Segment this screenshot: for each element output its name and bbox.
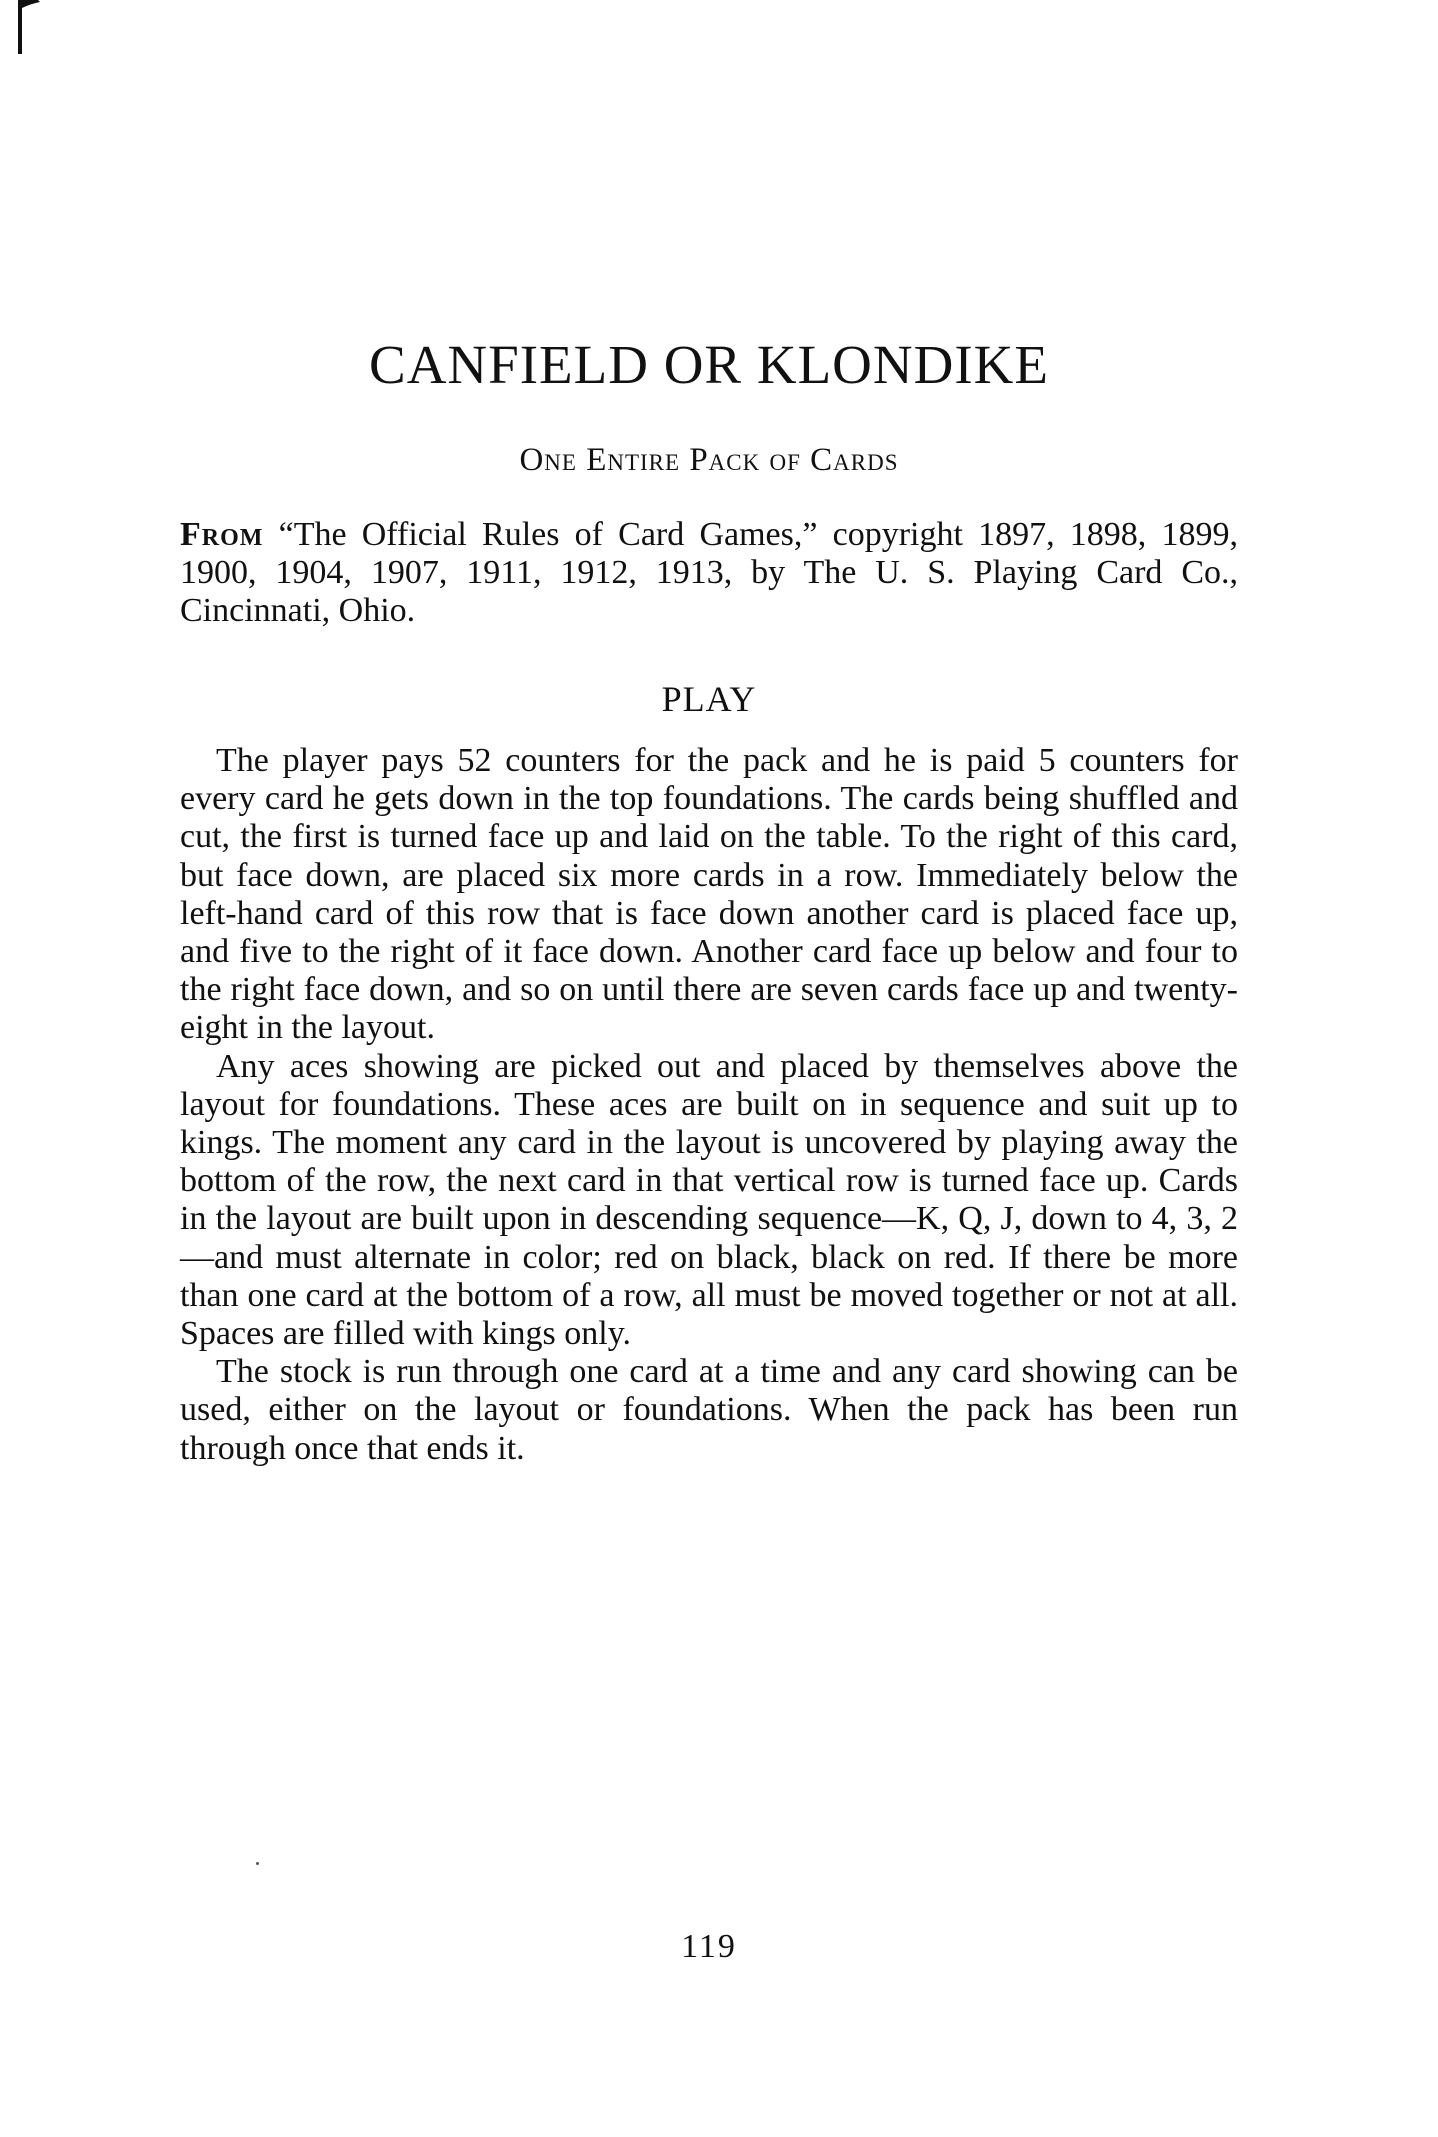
- source-attribution: [180, 516, 1238, 630]
- paragraph: The stock is run through one card at a time and any card showing can be used, either on the layout or foundations. When the pack has been run through once that ends it.: [180, 1353, 1238, 1467]
- page-number: 119: [681, 1928, 737, 1965]
- page-title: CANFIELD OR KLONDIKE: [369, 334, 1049, 395]
- paragraph: The player pays 52 counters for the pack and he is paid 5 counters for every card he gets down in the top foundations. The cards being shuffled and cut, the first is turned face up and laid on the table. To the right of this card, but face down, are placed six more cards in a row. Immediately below the left-hand card of this row that is face down another card is placed face up, and five to the right of it face down. Another card face up below and four to the right face down, and so on until there are seven cards face up and twenty-eight in the layout.: [180, 742, 1238, 1047]
- play-rules-body: [180, 742, 1238, 1468]
- source-text: “The Official Rules of Card Games,” copyright 1897, 1898, 1899, 1900, 1904, 1907, 1911, 1912, 1913, by The U. S. Playing Card Co., Cincinnati, Ohio.: [180, 516, 1238, 629]
- section-heading-play: PLAY: [661, 679, 757, 719]
- print-speck: [256, 1862, 259, 1865]
- page-subtitle: One Entire Pack of Cards: [519, 442, 899, 478]
- paragraph: Any aces showing are picked out and placed by themselves above the layout for foundations. These aces are built on in sequence and suit up to kings. The moment any card in the layout is uncovered by playing away the bottom of the row, the next card in that vertical row is turned face up. Cards in the layout are built upon in descending sequence—K, Q, J, down to 4, 3, 2—and must alternate in color; red on black, black on red. If there be more than one card at the bottom of a row, all must be moved together or not at all. Spaces are filled with kings only.: [180, 1047, 1238, 1353]
- source-lead: From: [180, 516, 264, 553]
- crop-mark-icon: [8, 0, 42, 56]
